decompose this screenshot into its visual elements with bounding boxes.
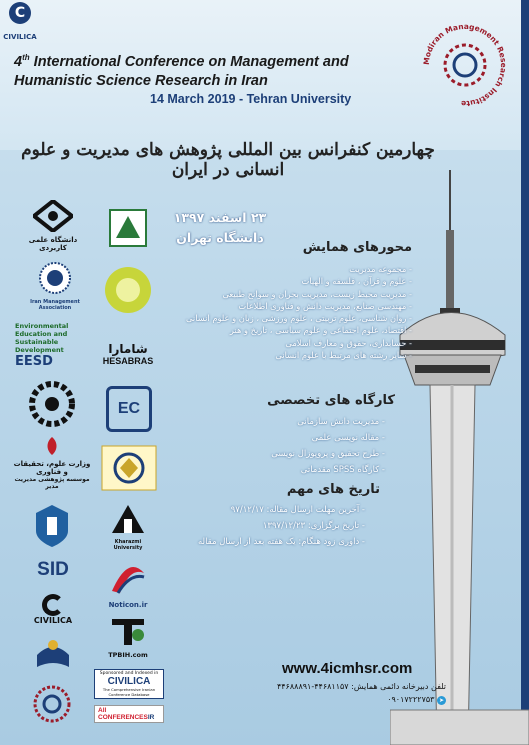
tpbih-logo: [98, 614, 158, 662]
ieem-label: Iran Management Association: [30, 298, 80, 311]
book-emblem-logo: [26, 632, 80, 674]
kharazmi-logo: [100, 502, 156, 552]
ring-emblem-logo: [28, 680, 76, 728]
kharazmi-label: Kharazmi University: [113, 539, 143, 551]
list-item: - آخرین مهلت ارسال مقاله: ۹۷/۱۲/۱۷: [230, 505, 365, 515]
environment-society-logo: [96, 200, 160, 256]
kharazmi-emblem-icon: [110, 503, 146, 535]
website-url[interactable]: www.4icmhsr.com: [282, 660, 413, 677]
research-center-logo: [96, 440, 162, 496]
ministry-sub-label: موسسه پژوهشی مدیریت مدیر: [14, 476, 90, 490]
contact-info: [256, 680, 446, 706]
conference-date-en: 14 March 2019 - Tehran University: [150, 92, 352, 106]
date-fa-day: ۲۳ اسفند ۱۳۹۷: [173, 210, 267, 225]
iran-emblem-icon: [42, 436, 62, 456]
list-item: - سایر رشته های مرتبط با علوم انسانی: [275, 350, 412, 361]
list-item: - روان شناسی، علوم تربیتی ، علوم ورزشی ، زبان و علوم انسانی: [185, 313, 412, 324]
allconferences-logo: [94, 705, 164, 723]
list-item: - مهندسی صنایع، مدیریت دانش و فناوری اطلاعات: [238, 300, 412, 311]
university-logo: [28, 498, 76, 553]
hesabras-label: HESABRAS: [102, 356, 154, 366]
ministry-logo: [12, 432, 92, 494]
sunburst-icon: [103, 265, 153, 315]
noticon-logo: [98, 560, 158, 612]
title-line1: International Conference on Management and: [29, 53, 349, 70]
civilica-box-top: Sponsored and Indexed in: [99, 671, 159, 676]
list-item: - کارگاه SPSS مقدماتی: [300, 465, 385, 475]
ministry-label: وزارت علوم، تحقیقات و فناوری: [13, 460, 91, 476]
list-item: - مجموعه مدیریت: [349, 264, 412, 274]
sid-logo: SID: [37, 559, 69, 580]
shamara-label: شامارا: [108, 342, 148, 356]
list-item: - مقاله نویسی علمی: [311, 433, 385, 443]
civilica-c-icon: [42, 594, 64, 616]
shamara-hesabras-logo: [98, 330, 158, 378]
tpbih-tree-icon: [108, 617, 148, 647]
research-emblem-icon: [100, 444, 158, 492]
environment-emblem-icon: [106, 206, 150, 250]
ieem-seal-icon: [38, 261, 72, 295]
eesd-logo: [14, 320, 90, 370]
dates-title: تاریخ های مهم: [286, 482, 380, 497]
phone-line: تلفن دبیرخانه دائمی همایش: ۴۴۶۸۱۱۵۷-۴۴۶۸۸۸۹۱: [276, 682, 446, 691]
milad-tower-illustration: [390, 170, 529, 745]
institute-ring-text: Modiran Management Research Institute: [421, 21, 509, 109]
ec-logo: [104, 385, 154, 433]
civilica-logo: [26, 588, 80, 630]
title-line2: Humanistic Science Research in Iran: [14, 72, 268, 89]
telegram-icon: ➤: [438, 697, 445, 704]
institute-logo: [420, 20, 510, 110]
flower-emblem-icon: [29, 381, 75, 427]
title-ordinal-suffix: th: [22, 53, 30, 62]
civilica-corner-label: CIVILICA: [3, 33, 37, 41]
list-item: - تاریخ برگزاری: ۱۳۹۷/۱۲/۲۳: [262, 521, 365, 531]
list-item: - مدیریت محیط زیست، مدیریت بحران و سوانح طبیعی: [222, 288, 412, 299]
ec-mark: EC: [106, 386, 152, 432]
civilica-label: CIVILICA: [33, 615, 73, 625]
list-item: - طرح تحقیق و پروپوزال نویسی: [271, 449, 385, 459]
dates-list: [190, 502, 365, 550]
conference-title-en: [14, 48, 374, 91]
tpbih-label: TPBIH.com: [108, 651, 148, 659]
sunburst-logo: [100, 262, 156, 318]
allconf-suffix: IR: [147, 714, 155, 721]
list-item: - مدیریت دانش سازمانی: [297, 417, 385, 427]
workshops-list: [230, 414, 385, 478]
flower-emblem-logo: [22, 378, 82, 430]
conference-title-fa: چهارمین کنفرانس بین المللی پژوهش های مدیریت و علوم انسانی در ایران: [21, 140, 435, 180]
ring-emblem-icon: [32, 684, 72, 724]
civilica-corner-logo: [2, 2, 38, 42]
eesd-mark: EESD: [15, 353, 53, 369]
civilica-index-logo: [94, 666, 164, 702]
noticon-swoosh-icon: [108, 563, 148, 597]
svg-text:Modiran Management Research In: [422, 22, 508, 108]
university-emblem-icon: [34, 503, 70, 549]
civilica-box-bottom: The Comprehensive Iranian Conference Database: [102, 687, 156, 697]
mobile-number: ۰۹۰۱۷۲۲۲۷۵۳: [387, 695, 435, 704]
list-item: - اقتصاد، علوم اجتماعی و علوم سیاسی ، تاریخ و هنر: [229, 325, 412, 336]
danesh-label: دانشگاه علمی کاربردی: [28, 236, 78, 252]
mobile-line: [256, 693, 446, 706]
civilica-c-icon: C: [9, 2, 31, 24]
axes-title: محورهای همایش: [302, 240, 412, 255]
noticon-label: Noticon.ir: [108, 601, 148, 609]
book-emblem-icon: [33, 635, 73, 671]
danesh-logo: [22, 200, 84, 252]
civilica-box-label: CIVILICA: [107, 676, 151, 687]
list-item: - حسابداری، حقوق و معارف اسلامی: [285, 337, 412, 348]
list-item: - داوری زود هنگام: یک هفته بعد از ارسال مقاله: [197, 537, 365, 547]
axes-list: [185, 263, 412, 361]
allconf-label: All CONFERENCES: [98, 707, 148, 721]
ieem-logo: [30, 258, 80, 313]
workshops-title: کارگاه های تخصصی: [267, 393, 395, 408]
list-item: - علوم و قرآن ، فلسفه و الهیات: [301, 276, 412, 287]
date-fa-venue: دانشگاه تهران: [176, 230, 264, 245]
eesd-label: Environmental Education and Sustainable Development: [15, 321, 69, 354]
danesh-emblem-icon: [33, 200, 73, 232]
title-ordinal: 4: [14, 53, 23, 70]
